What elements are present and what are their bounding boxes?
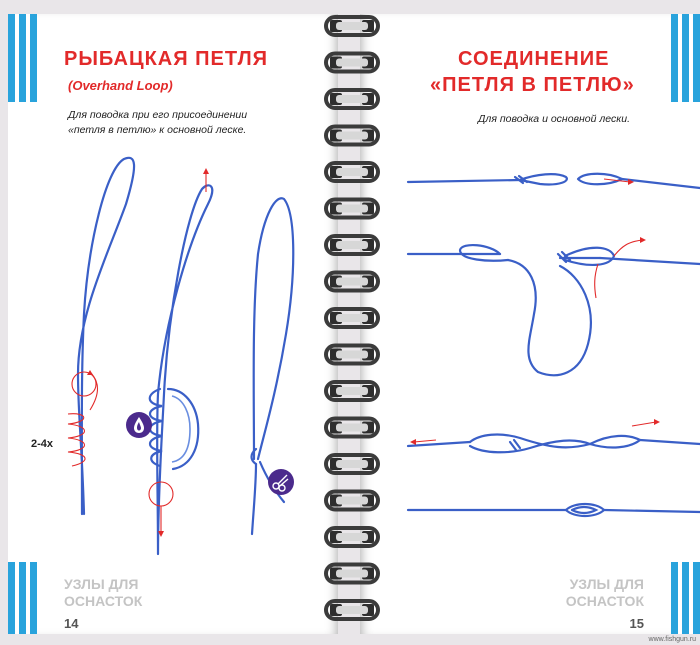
spiral-coil-highlight [336, 424, 368, 432]
step-2-loop-diagram [149, 168, 212, 554]
spiral-coil-highlight [336, 314, 368, 322]
wraps-count-label: 2-4х [31, 438, 54, 450]
spiral-coil-highlight [336, 606, 368, 614]
watermark: www.fishgun.ru [648, 636, 696, 643]
step-2-loop-through [408, 237, 700, 375]
scissors-icon [268, 469, 294, 495]
left-page [8, 14, 338, 634]
step-4-finished-knot [408, 504, 700, 516]
overhand-loop-illustration [8, 14, 338, 634]
step-1-two-loops [408, 174, 700, 188]
footer-label-line-2: ОСНАСТОК [64, 593, 143, 609]
spiral-coil-highlight [336, 132, 368, 140]
page-title-line-2: «ПЕТЛЯ В ПЕТЛЮ» [430, 74, 635, 96]
spiral-coil-highlight [336, 168, 368, 176]
spiral-coil-highlight [336, 533, 368, 541]
description-line-1: Для поводка при его присоединении [68, 109, 248, 121]
footer-label-line-1: УЗЛЫ ДЛЯ [64, 576, 139, 592]
footer-label-line-1: УЗЛЫ ДЛЯ [569, 576, 644, 592]
description-line-2: «петля в петлю» к основной леске. [68, 124, 247, 136]
spiral-coil-highlight [336, 22, 368, 30]
spiral-coil-highlight [336, 570, 368, 578]
spiral-coil-highlight [336, 460, 368, 468]
page-title-line-1: СОЕДИНЕНИЕ [458, 48, 610, 70]
spiral-coil-highlight [336, 241, 368, 249]
spiral-coil-highlight [336, 95, 368, 103]
footer-label-line-2: ОСНАСТОК [565, 593, 644, 609]
spiral-coil-highlight [336, 497, 368, 505]
spiral-binding [322, 0, 382, 645]
page-title: РЫБАЦКАЯ ПЕТЛЯ [64, 48, 269, 70]
page-subtitle: (Overhand Loop) [68, 78, 173, 93]
spiral-coil-highlight [336, 387, 368, 395]
description: Для поводка и основной лески. [478, 113, 630, 125]
loop-to-loop-illustration [360, 14, 700, 634]
step-3-pull-tight [408, 419, 700, 452]
page-number: 15 [629, 616, 644, 631]
right-page [360, 14, 700, 634]
page-number: 14 [64, 616, 79, 631]
step-1-loop-diagram [68, 158, 134, 514]
spiral-coil-highlight [336, 59, 368, 67]
water-drop-icon [126, 412, 152, 438]
spiral-coil-highlight [336, 278, 368, 286]
spiral-coil-highlight [336, 205, 368, 213]
spiral-coil-highlight [336, 351, 368, 359]
